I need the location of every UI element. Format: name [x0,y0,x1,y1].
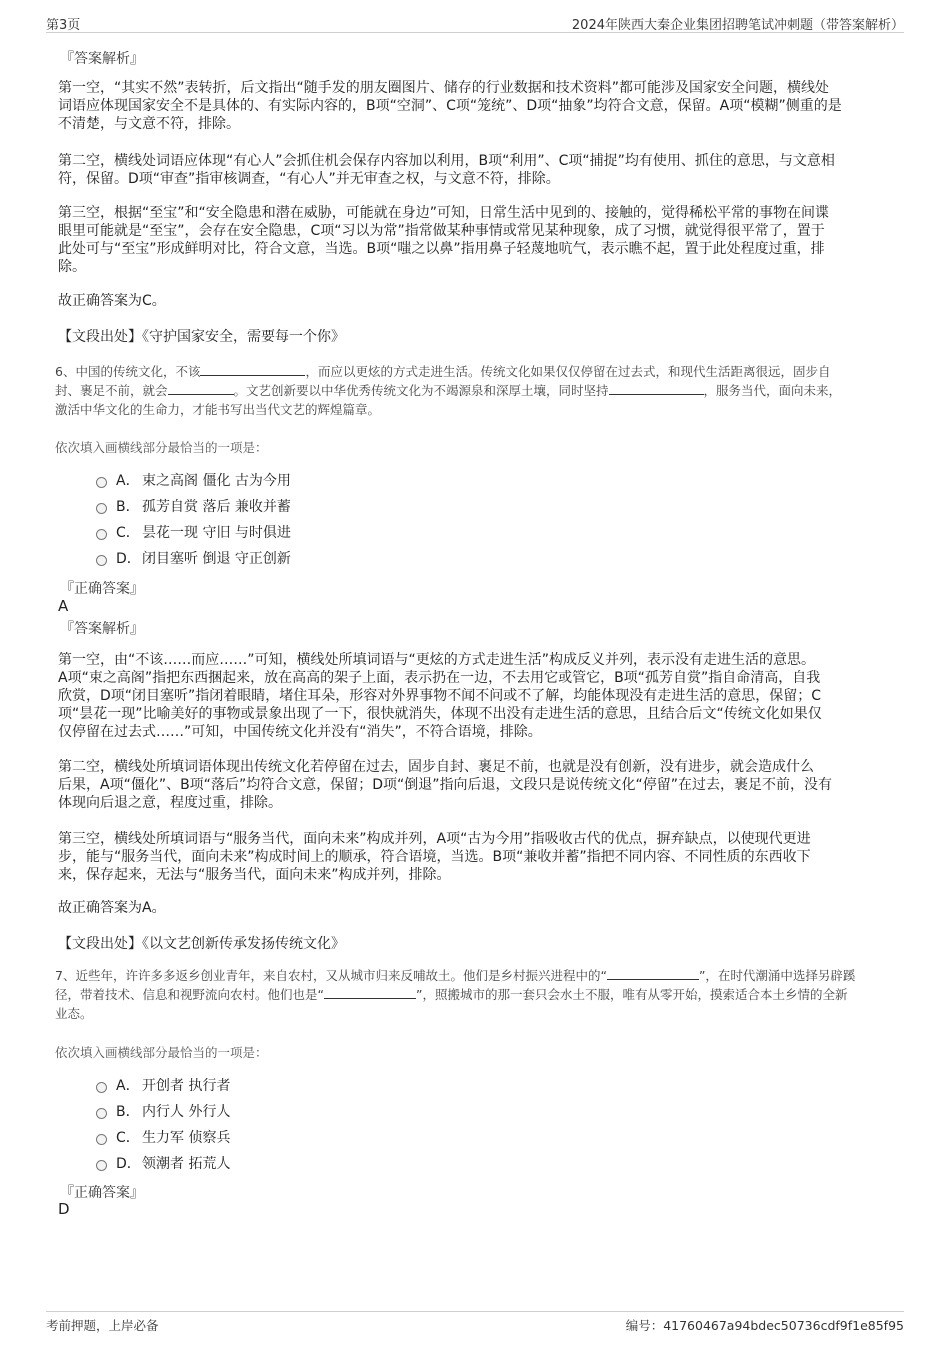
option-letter: B． [116,1104,140,1120]
radio-icon[interactable] [96,503,107,514]
option-text: 生力军 侦察兵 [142,1130,231,1146]
text-line: 第三空，根据“至宝”和“安全隐患和潜在威胁，可能就在身边”可知，日常生活中见到的、接触的，觉得稀松平常的事物在间谍 [58,205,830,221]
radio-icon[interactable] [96,1134,107,1145]
text-span: 7、近些年，许许多多返乡创业青年，来自农村，又从城市归来反哺故土。他们是乡村振兴进程中的“ [55,968,607,983]
option-text: 开创者 执行者 [142,1078,231,1094]
text-line: 欣赏，D项“闭目塞听”指闭着眼睛，堵住耳朵，形容对外界事物不闻不问或不了解，均能体现没有走进生活的意思，保留；C [58,688,822,704]
radio-icon[interactable] [96,1160,107,1171]
text-span: 径，带着技术、信息和视野流向农村。他们也是“ [55,987,324,1002]
option-text: 领潮者 拓荒人 [142,1156,231,1172]
text-line: 来，保存起来，无法与“服务当代，面向未来”构成并列，排除。 [58,867,451,883]
document-title: 2024年陕西大秦企业集团招聘笔试冲刺题（带答案解析） [571,18,904,33]
text-line: 第一空，“其实不然”表转折，后文指出“随手发的朋友圈图片、储存的行业数据和技术资料”都可能涉及国家安全问题，横线处 [58,80,830,96]
text-line: 不清楚，与文意不符，排除。 [58,116,240,132]
option-letter: A． [116,473,140,489]
blank-line [607,967,699,980]
text-line: 第二空，横线处词语应体现“有心人”会抓住机会保存内容加以利用，B项“利用”、C项“捕捉”均有使用、抓住的意思，与文意相 [58,153,835,169]
q6-prompt: 依次填入画横线部分最恰当的一项是： [55,440,268,455]
option-c[interactable] [96,522,291,542]
text-line: 第二空，横线处所填词语体现出传统文化若停留在过去，固步自封、裹足不前，也就是没有创新，没有进步，就会造成什么 [58,759,814,775]
q6-options [96,470,291,568]
option-letter: D． [116,551,141,567]
option-text: 束之高阁 僵化 古为今用 [142,473,291,489]
analysis-label: 『答案解析』 [60,621,144,637]
text-span: ，而应以更炫的方式走进生活。传统文化如果仅仅停留在过去式，和现代生活距离很远，固步自 [305,364,831,379]
text-line: 仅停留在过去式……”可知，中国传统文化并没有“消失”，不符合语境，排除。 [58,724,542,740]
text-span: ”，照搬城市的那一套只会水土不服，唯有从零开始，摸索适合本土乡情的全新 [415,987,848,1002]
text-line: 词语应体现国家安全不是具体的、有实际内容的，B项“空洞”、C项“笼统”、D项“抽象”均符合文意，保留。A项“模糊”侧重的是 [58,98,842,114]
q6-analysis-para-3 [58,830,908,884]
option-text: 闭目塞听 倒退 守正创新 [142,551,291,567]
q5-analysis-para-2 [58,152,908,188]
q6-source: 【文段出处】《以文艺创新传承发扬传统文化》 [58,936,345,952]
text-span: ，服务当代，面向未来， [703,383,842,398]
radio-icon[interactable] [96,1082,107,1093]
option-d[interactable] [96,548,291,568]
option-letter: B． [116,499,140,515]
blank-line [200,363,305,376]
q7-answer: D [58,1200,70,1218]
option-d[interactable] [96,1153,230,1173]
footer-slogan: 考前押题，上岸必备 [46,1318,159,1333]
page-header [46,12,904,33]
radio-icon[interactable] [96,1108,107,1119]
option-a[interactable] [96,470,291,490]
text-line: 此处可与“至宝”形成鲜明对比，符合文意，当选。B项“嗤之以鼻”指用鼻子轻蔑地吭气，表示瞧不起，置于此处程度过重，排 [58,241,825,257]
text-line: A项“束之高阁”指把东西捆起来，放在高高的架子上面，表示扔在一边，不去用它或管它，B项“孤芳自赏”指自命清高，自我 [58,670,821,686]
blank-line [168,382,234,395]
text-span: 6、中国的传统文化，不该 [55,364,201,379]
text-line: 第三空，横线处所填词语与“服务当代，面向未来”构成并列，A项“古为今用”指吸收古代的优点，摒弃缺点，以使现代更进 [58,831,811,847]
q6-stem [55,362,910,419]
q5-analysis-para-1 [58,79,908,133]
text-line: 业态。 [55,1006,93,1021]
q5-analysis-para-3 [58,204,908,276]
option-b[interactable] [96,496,291,516]
text-line: 第一空，由“不该……而应……”可知，横线处所填词语与“更炫的方式走进生活”构成反义并列，表示没有走进生活的意思。 [58,652,816,668]
option-a[interactable] [96,1075,230,1095]
document-id: 编号：41760467a94bdec50736cdf9f1e85f95 [625,1318,904,1333]
option-text: 孤芳自赏 落后 兼收并蓄 [142,499,291,515]
q7-prompt: 依次填入画横线部分最恰当的一项是： [55,1045,268,1060]
radio-icon[interactable] [96,477,107,488]
q6-conclusion: 故正确答案为A。 [58,900,166,916]
option-letter: D． [116,1156,141,1172]
page-number: 第3页 [46,18,81,33]
q7-stem [55,966,910,1023]
blank-line [609,382,704,395]
text-line: 眼里可能就是“至宝”，会存在安全隐患，C项“习以为常”指常做某种事情或常见某种现象，成了习惯，就觉得很平常了，置于 [58,223,825,239]
option-letter: C． [116,525,140,541]
correct-answer-label: 『正确答案』 [60,1185,144,1201]
text-line: 除。 [58,259,86,275]
q6-analysis-para-1 [58,651,908,741]
text-line: 项“昙花一现”比喻美好的事物或景象出现了一下，很快就消失，体现不出没有走进生活的意思，且结合后文“传统文化如果仅 [58,706,822,722]
q5-source: 【文段出处】《守护国家安全，需要每一个你》 [58,329,345,345]
blank-line [324,986,416,999]
text-line: 符，保留。D项“审查”指审核调查，“有心人”并无审查之权，与文意不符，排除。 [58,171,560,187]
option-text: 内行人 外行人 [142,1104,231,1120]
option-text: 昙花一现 守旧 与时俱进 [142,525,291,541]
option-b[interactable] [96,1101,230,1121]
q7-options [96,1075,230,1173]
analysis-label: 『答案解析』 [60,51,144,67]
text-span: 封、裹足不前，就会 [55,383,168,398]
q6-analysis-para-2 [58,758,908,812]
option-letter: C． [116,1130,140,1146]
text-line: 后果，A项“僵化”、B项“落后”均符合文意，保留；D项“倒退”指向后退，文段只是说传统文化“停留”在过去，裹足不前，没有 [58,777,832,793]
text-line: 步，能与“服务当代，面向未来”构成时间上的顺承，符合语境，当选。B项“兼收并蓄”指把不同内容、不同性质的东西收下 [58,849,811,865]
radio-icon[interactable] [96,555,107,566]
q5-conclusion: 故正确答案为C。 [58,293,166,309]
text-span: ”，在时代潮涌中选择另辟蹊 [698,968,856,983]
text-span: 。文艺创新要以中华优秀传统文化为不竭源泉和深厚土壤，同时坚持 [233,383,609,398]
text-line: 激活中华文化的生命力，才能书写出当代文艺的辉煌篇章。 [55,402,381,417]
text-line: 体现向后退之意，程度过重，排除。 [58,795,282,811]
q6-answer: A [58,597,69,615]
option-letter: A． [116,1078,140,1094]
radio-icon[interactable] [96,529,107,540]
correct-answer-label: 『正确答案』 [60,581,144,597]
option-c[interactable] [96,1127,230,1147]
page-footer [46,1311,904,1336]
